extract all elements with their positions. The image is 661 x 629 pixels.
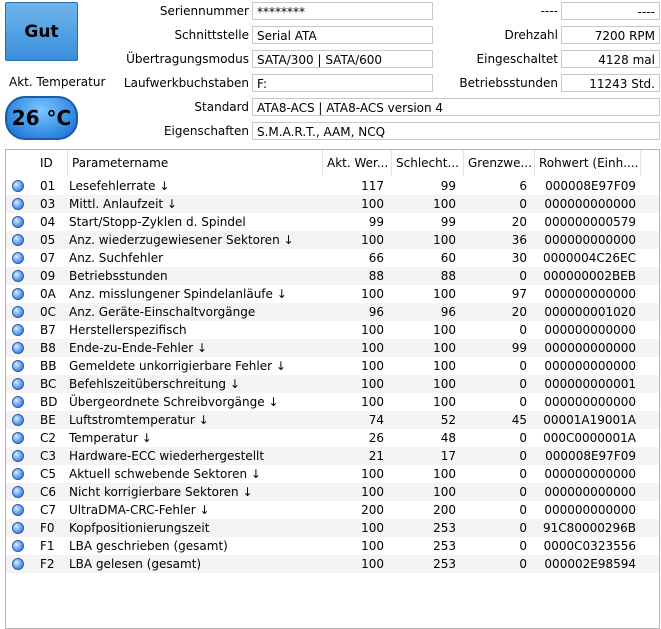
row-id: BE	[40, 413, 56, 427]
power-on-count-field[interactable]: 4128 mal	[561, 50, 660, 68]
row-parameter-name: Luftstromtemperatur ↓	[69, 413, 209, 427]
row-current-value: 100	[361, 521, 384, 535]
row-current-value: 100	[361, 377, 384, 391]
row-parameter-name: Betriebsstunden	[69, 269, 168, 283]
table-header	[6, 150, 659, 176]
row-parameter-name: Lesefehlerrate ↓	[69, 179, 170, 193]
table-row[interactable]	[6, 285, 659, 303]
table-row[interactable]	[6, 321, 659, 339]
row-current-value: 100	[361, 467, 384, 481]
row-id: C6	[40, 485, 57, 499]
row-threshold-value: 0	[519, 467, 527, 481]
row-current-value: 96	[368, 305, 384, 319]
status-dot-icon	[12, 522, 24, 534]
row-current-value: 100	[361, 197, 384, 211]
row-id: 01	[40, 179, 56, 193]
status-dot-icon	[12, 360, 24, 372]
row-worst-value: 48	[440, 431, 456, 445]
row-id: 04	[40, 215, 56, 229]
row-parameter-name: Nicht korrigierbare Sektoren ↓	[69, 485, 253, 499]
status-dot-icon	[12, 414, 24, 426]
row-raw-value: 000002E98594	[544, 557, 636, 571]
row-worst-value: 100	[433, 233, 456, 247]
row-raw-value: 000008E97F09	[545, 179, 636, 193]
status-dot-icon	[12, 324, 24, 336]
temperature-label: Akt. Temperatur	[9, 75, 106, 89]
row-parameter-name: Aktuell schwebende Sektoren ↓	[69, 467, 261, 481]
row-current-value: 100	[361, 395, 384, 409]
column-header-threshold[interactable]: Grenzwe...	[464, 150, 535, 176]
row-threshold-value: 0	[519, 503, 527, 517]
row-worst-value: 200	[433, 503, 456, 517]
row-threshold-value: 0	[519, 485, 527, 499]
table-row[interactable]	[6, 519, 659, 537]
row-current-value: 66	[368, 251, 384, 265]
row-raw-value: 000000000000	[544, 359, 636, 373]
column-header-current[interactable]: Akt. Wer...	[323, 150, 392, 176]
row-current-value: 200	[361, 503, 384, 517]
row-current-value: 117	[361, 179, 384, 193]
row-raw-value: 000000000000	[544, 287, 636, 301]
table-row[interactable]	[6, 447, 659, 465]
row-parameter-name: Anz. Suchfehler	[69, 251, 164, 265]
features-field[interactable]: S.M.A.R.T., AAM, NCQ	[252, 122, 660, 140]
power-on-hours-label: Betriebsstunden	[459, 76, 558, 90]
row-parameter-name: Hardware-ECC wiederhergestellt	[69, 449, 265, 463]
row-id: BD	[40, 395, 58, 409]
row-threshold-value: 30	[511, 251, 527, 265]
row-raw-value: 91C80000296B	[543, 521, 636, 535]
table-row[interactable]	[6, 177, 659, 195]
row-id: B7	[40, 323, 56, 337]
row-threshold-value: 0	[519, 431, 527, 445]
row-raw-value: 000000000000	[544, 395, 636, 409]
row-worst-value: 100	[433, 323, 456, 337]
column-header-id[interactable]: ID	[32, 150, 68, 176]
row-id: C3	[40, 449, 57, 463]
table-row[interactable]	[6, 537, 659, 555]
row-worst-value: 60	[440, 251, 456, 265]
firmware-label: ----	[540, 4, 558, 18]
status-dot-icon	[12, 198, 24, 210]
row-parameter-name: Start/Stopp-Zyklen d. Spindel	[69, 215, 246, 229]
status-dot-icon	[12, 486, 24, 498]
row-current-value: 100	[361, 287, 384, 301]
status-dot-icon	[12, 342, 24, 354]
row-id: F1	[40, 539, 55, 553]
row-threshold-value: 36	[511, 233, 527, 247]
row-raw-value: 000000000000	[544, 197, 636, 211]
temperature-value: 26 °C	[11, 106, 72, 130]
row-parameter-name: Anz. Geräte-Einschaltvorgänge	[69, 305, 256, 319]
row-threshold-value: 0	[519, 539, 527, 553]
row-current-value: 100	[361, 341, 384, 355]
drive-letter-field[interactable]: F:	[252, 74, 433, 92]
row-worst-value: 99	[440, 179, 456, 193]
row-parameter-name: Anz. wiederzugewiesener Sektoren ↓	[69, 233, 294, 247]
row-threshold-value: 45	[511, 413, 527, 427]
row-raw-value: 000C0000001A	[543, 431, 636, 445]
row-threshold-value: 6	[519, 179, 527, 193]
row-worst-value: 96	[440, 305, 456, 319]
row-threshold-value: 0	[519, 521, 527, 535]
standard-field[interactable]: ATA8-ACS | ATA8-ACS version 4	[252, 98, 660, 116]
table-row[interactable]	[6, 483, 659, 501]
status-dot-icon	[12, 216, 24, 228]
status-dot-icon	[12, 378, 24, 390]
status-dot-icon	[12, 396, 24, 408]
row-parameter-name: Herstellerspezifisch	[69, 323, 187, 337]
row-worst-value: 100	[433, 359, 456, 373]
row-current-value: 100	[361, 557, 384, 571]
row-id: 05	[40, 233, 56, 247]
row-worst-value: 100	[433, 197, 456, 211]
row-id: BC	[40, 377, 57, 391]
column-header-name[interactable]: Parametername	[68, 150, 323, 176]
row-threshold-value: 0	[519, 323, 527, 337]
row-id: B8	[40, 341, 56, 355]
row-id: F2	[40, 557, 55, 571]
row-worst-value: 100	[433, 341, 456, 355]
serial-number-field[interactable]: ********	[252, 2, 433, 20]
row-current-value: 21	[368, 449, 384, 463]
status-dot-icon	[12, 252, 24, 264]
table-row[interactable]	[6, 465, 659, 483]
table-row[interactable]	[6, 429, 659, 447]
table-row[interactable]	[6, 357, 659, 375]
row-worst-value: 253	[433, 557, 456, 571]
row-worst-value: 100	[433, 467, 456, 481]
row-raw-value: 000000000000	[544, 467, 636, 481]
status-dot-icon	[12, 450, 24, 462]
row-worst-value: 100	[433, 377, 456, 391]
table-row[interactable]	[6, 555, 659, 573]
row-raw-value: 0000004C26EC	[542, 251, 636, 265]
status-dot-icon	[12, 270, 24, 282]
row-id: C5	[40, 467, 57, 481]
status-dot-icon	[12, 180, 24, 192]
row-current-value: 100	[361, 323, 384, 337]
row-current-value: 100	[361, 485, 384, 499]
row-current-value: 88	[368, 269, 384, 283]
table-row[interactable]	[6, 411, 659, 429]
drive-letter-label: Laufwerkbuchstaben	[123, 76, 249, 90]
status-dot-icon	[12, 432, 24, 444]
row-id: 03	[40, 197, 56, 211]
row-parameter-name: Befehlszeitüberschreitung ↓	[69, 377, 240, 391]
row-raw-value: 000000000000	[544, 233, 636, 247]
row-threshold-value: 20	[511, 305, 527, 319]
row-parameter-name: Kopfpositionierungszeit	[69, 521, 210, 535]
row-threshold-value: 0	[519, 377, 527, 391]
row-raw-value: 000000000001	[544, 377, 636, 391]
temperature-button[interactable]	[5, 96, 78, 140]
table-row[interactable]	[6, 195, 659, 213]
row-raw-value: 000000002BEB	[543, 269, 636, 283]
column-header-raw[interactable]: Rohwert (Einh....	[535, 150, 641, 176]
table-row[interactable]	[6, 249, 659, 267]
row-worst-value: 100	[433, 485, 456, 499]
row-id: 0A	[40, 287, 56, 301]
row-worst-value: 100	[433, 395, 456, 409]
transfer-mode-field[interactable]: SATA/300 | SATA/600	[252, 50, 433, 68]
row-parameter-name: UltraDMA-CRC-Fehler ↓	[69, 503, 210, 517]
row-parameter-name: Gemeldete unkorrigierbare Fehler ↓	[69, 359, 286, 373]
table-row[interactable]	[6, 501, 659, 519]
rotation-rate-field[interactable]: 7200 RPM	[561, 26, 660, 44]
table-row[interactable]	[6, 231, 659, 249]
row-threshold-value: 0	[519, 395, 527, 409]
row-id: BB	[40, 359, 57, 373]
row-threshold-value: 0	[519, 557, 527, 571]
rotation-rate-label: Drehzahl	[504, 28, 558, 42]
status-dot-icon	[12, 504, 24, 516]
status-dot-icon	[12, 288, 24, 300]
row-raw-value: 000000001020	[544, 305, 636, 319]
row-parameter-name: Mittl. Anlaufzeit ↓	[69, 197, 177, 211]
row-threshold-value: 20	[511, 215, 527, 229]
column-header-worst[interactable]: Schlecht...	[392, 150, 464, 176]
features-label: Eigenschaften	[163, 124, 249, 138]
status-dot-icon	[12, 468, 24, 480]
row-raw-value: 000008E97F09	[545, 449, 636, 463]
row-parameter-name: Temperatur ↓	[69, 431, 152, 445]
row-raw-value: 000000000000	[544, 503, 636, 517]
transfer-mode-label: Übertragungsmodus	[126, 52, 249, 66]
row-worst-value: 88	[440, 269, 456, 283]
table-row[interactable]	[6, 267, 659, 285]
row-worst-value: 17	[440, 449, 456, 463]
row-current-value: 26	[368, 431, 384, 445]
row-raw-value: 0000C0323556	[543, 539, 636, 553]
row-raw-value: 000000000000	[544, 341, 636, 355]
row-raw-value: 000000000579	[544, 215, 636, 229]
row-threshold-value: 0	[519, 449, 527, 463]
table-row[interactable]	[6, 339, 659, 357]
table-row[interactable]	[6, 303, 659, 321]
row-current-value: 100	[361, 539, 384, 553]
power-on-count-label: Eingeschaltet	[476, 52, 558, 66]
row-worst-value: 100	[433, 287, 456, 301]
health-status-label: Gut	[24, 21, 59, 42]
table-row[interactable]	[6, 375, 659, 393]
row-current-value: 100	[361, 359, 384, 373]
row-id: C7	[40, 503, 57, 517]
row-threshold-value: 0	[519, 269, 527, 283]
row-current-value: 74	[368, 413, 384, 427]
smart-attributes-table[interactable]	[5, 149, 660, 629]
firmware-field[interactable]: ----	[561, 2, 660, 20]
row-raw-value: 00001A19001A	[543, 413, 636, 427]
row-worst-value: 253	[433, 539, 456, 553]
row-raw-value: 000000000000	[544, 323, 636, 337]
row-threshold-value: 0	[519, 197, 527, 211]
row-id: F0	[40, 521, 55, 535]
row-parameter-name: LBA geschrieben (gesamt)	[69, 539, 228, 553]
row-threshold-value: 97	[511, 287, 527, 301]
row-parameter-name: Übergeordnete Schreibvorgänge ↓	[69, 395, 279, 409]
serial-number-label: Seriennummer	[159, 4, 249, 18]
row-id: 0C	[40, 305, 57, 319]
standard-label: Standard	[194, 100, 249, 114]
status-dot-icon	[12, 234, 24, 246]
power-on-hours-field[interactable]: 11243 Std.	[561, 74, 660, 92]
row-id: C2	[40, 431, 57, 445]
row-threshold-value: 0	[519, 359, 527, 373]
row-worst-value: 52	[440, 413, 456, 427]
row-threshold-value: 99	[511, 341, 527, 355]
interface-field[interactable]: Serial ATA	[252, 26, 433, 44]
row-id: 07	[40, 251, 56, 265]
row-current-value: 100	[361, 233, 384, 247]
row-id: 09	[40, 269, 56, 283]
row-current-value: 99	[368, 215, 384, 229]
row-worst-value: 253	[433, 521, 456, 535]
table-row[interactable]	[6, 393, 659, 411]
health-status-button[interactable]	[5, 2, 78, 61]
row-parameter-name: Anz. misslungener Spindelanläufe ↓	[69, 287, 287, 301]
status-dot-icon	[12, 558, 24, 570]
row-parameter-name: Ende-zu-Ende-Fehler ↓	[69, 341, 208, 355]
row-parameter-name: LBA gelesen (gesamt)	[69, 557, 202, 571]
status-dot-icon	[12, 540, 24, 552]
row-worst-value: 99	[440, 215, 456, 229]
status-dot-icon	[12, 306, 24, 318]
row-raw-value: 000000000000	[544, 485, 636, 499]
table-row[interactable]	[6, 213, 659, 231]
interface-label: Schnittstelle	[174, 28, 249, 42]
